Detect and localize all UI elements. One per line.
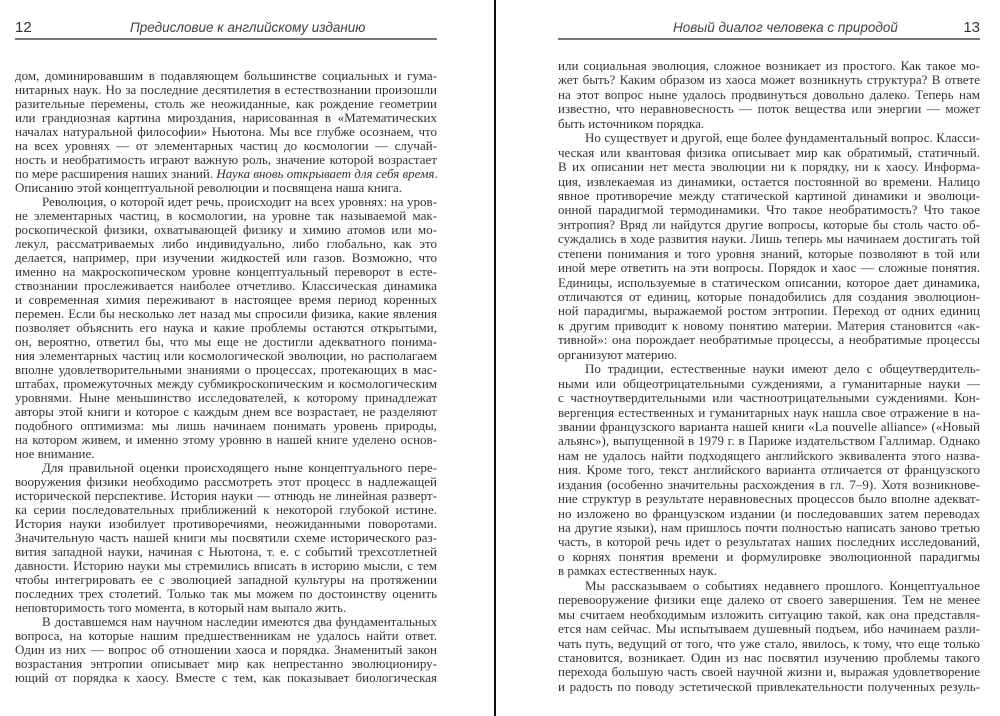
text-line: и современная химия переживают в настоящее время период коренных bbox=[15, 292, 437, 307]
text-line: известно, что неравновесность — поток вещества или энергии — может bbox=[558, 101, 980, 117]
text-line: вития западной науки, начиная с Ньютона, т. е. с событий трехсотлетней bbox=[15, 544, 437, 559]
paragraph bbox=[15, 461, 437, 615]
left-page bbox=[15, 0, 437, 716]
text-line: и радость по поводу эстетической привлекательности полученных резуль- bbox=[558, 678, 980, 694]
text-line: Но существует и другой, еще более фундаментальный вопрос. Класси- bbox=[585, 130, 980, 146]
text-line: роскопической физики, охватывающей физику и химию атомов или мо- bbox=[15, 222, 437, 237]
text-line: в рамках естественных наук. bbox=[558, 563, 717, 579]
paragraph bbox=[15, 615, 437, 685]
text-line: организуют материю. bbox=[558, 346, 678, 362]
right-page bbox=[558, 0, 980, 716]
text-line: ной парадигмы, выражаемой ростом энтропии. Переход от одних единиц bbox=[558, 303, 980, 319]
text-line: ния элементарных частиц или космологической эволюции, но располагаем bbox=[15, 348, 437, 363]
text-line: В доставшемся нам научном наследии имеются два фундаментальных bbox=[42, 614, 437, 629]
text-line: ется нам сейчас. Мы испытываем душевный подъем, ибо начинаем разли- bbox=[558, 621, 980, 637]
text-line: ние структур в результате неравновесных процессов было вполне адекват- bbox=[558, 491, 980, 507]
text-line: с частноутвердительными или частноотрицательными суждениями. Кон- bbox=[558, 390, 980, 406]
text-line: на этот вопрос ныне удалось продвинуться довольно далеко. Теперь нам bbox=[558, 86, 980, 102]
text-line: быть источником порядка. bbox=[558, 115, 705, 131]
text-line: давности. Историю науки мы стремились вписать в историю мысли, с тем bbox=[15, 558, 437, 573]
text-line: на котором живем, и именно этому уровню в нашей книге уделено основ- bbox=[15, 432, 437, 447]
text-line: перевооружение физики еще далеко от своего завершения. Тем не менее bbox=[558, 592, 980, 608]
text-line: вполне удовлетворительными знаниями о процессах, протекающих в мас- bbox=[15, 362, 437, 377]
text-line: ное внимание. bbox=[15, 446, 95, 461]
text-line: штабах, промежуточных между субмикроскопическим и космологическим bbox=[15, 376, 437, 391]
text-line: неповторимость того момента, в который нам выпало жить. bbox=[15, 600, 347, 615]
text-line: Для правильной оценки происходящего ныне концептуального пере- bbox=[42, 460, 437, 475]
page-number: 13 bbox=[963, 19, 980, 36]
text-line: становится, возникает. Один из нас посвятил изучению проблемы такого bbox=[558, 649, 980, 665]
text-line: ция, извлекаемая из динамики, остается постоянной во времени. Налицо bbox=[558, 173, 980, 189]
text-line: степени понимания и того уровня знаний, которые позволяют в той или bbox=[558, 245, 980, 261]
text-line: уровнями. Ныне меньшинство исследователей, к которому принадлежат bbox=[15, 390, 437, 405]
text-line: Единицы, используемые в статическом описании, которое дает динамика, bbox=[558, 274, 980, 290]
text-line: но изложено во французском издании (и последовавших затем переводах bbox=[558, 505, 980, 521]
text-line: вергенция естественных и гуманитарных наук нашла свое отражение в на- bbox=[558, 404, 980, 420]
text-line: нитарных наук. Но за последние десятилетия в естествознании произошли bbox=[15, 82, 437, 97]
running-header bbox=[558, 18, 980, 40]
text-line: разительные перемены, столь же неожиданные, как рождение геометрии bbox=[15, 96, 437, 111]
text-line: или социальная эволюция, сложное возникает из простого. Как такое мо- bbox=[558, 58, 980, 73]
text-line: Описанию этой концептуальной революции и посвящена наша книга. bbox=[15, 180, 403, 195]
text-line: альянс»), выпущенной в 1979 г. в Париже издательством Галлимар. Однако bbox=[558, 433, 980, 449]
text-line: звании французского варианта нашей книги «La nouvelle alliance» («Новый bbox=[558, 418, 980, 434]
paragraph bbox=[558, 131, 980, 362]
text-line: чтобы интегрировать ее с эволюцией западной культуры на протяжении bbox=[15, 572, 437, 587]
paragraph bbox=[558, 59, 980, 131]
page-number: 12 bbox=[15, 19, 32, 36]
text-line: лекул, рассматриваемых либо индивидуально, либо глобально, как это bbox=[15, 236, 437, 251]
text-line: дом, доминировавшим в подавляющем большинстве социальных и гума- bbox=[15, 68, 437, 83]
text-line: вооружения физики необходимо рассмотреть этот процесс в надлежащей bbox=[15, 474, 437, 489]
text-line: иной мере ответить на эти вопросы. Порядок и хаос — сложные понятия. bbox=[558, 260, 980, 276]
text-line: исторической перспективе. История науки — отнюдь не линейная разверт- bbox=[15, 488, 437, 503]
running-header bbox=[15, 18, 437, 40]
text-line: последних трех столетий. Только так мы можем по достоинству оценить bbox=[15, 586, 437, 601]
page-body bbox=[15, 69, 437, 685]
text-line: он, вероятно, ответил бы, что мы еще не достигли адекватного понима- bbox=[15, 334, 437, 349]
text-line: авторы этой книги и которое с каждым днем все возрастает, не разделяют bbox=[15, 404, 437, 419]
paragraph bbox=[15, 195, 437, 461]
text-line: перехода большую часть своей научной жизни и, выражая удовлетворение bbox=[558, 664, 980, 680]
text-line: позволяет объяснить его наука и какие проблемы остаются открытыми, bbox=[15, 320, 437, 335]
text-line: часть, в которой речь идет о результатах наших последних исследований, bbox=[558, 534, 980, 550]
text-line: о корнях понятия времени и формулировке эволюционной парадигмы bbox=[558, 548, 980, 564]
text-line: подобного оптимизма: мы лишь начинаем понимать уровень природы, bbox=[15, 418, 437, 433]
text-line: началах натуральной философии» Ньютона. Мы все глубже осознаем, что bbox=[15, 124, 437, 139]
text-line: Революция, о которой идет речь, происходит на всех уровнях: на уров- bbox=[42, 194, 437, 209]
paragraph bbox=[15, 69, 437, 195]
text-line: мы считаем необходимым изложить ситуацию такой, как она представля- bbox=[558, 606, 980, 622]
page-body bbox=[558, 59, 980, 694]
text-line: на всех уровнях — от элементарных частиц до космологии — случай- bbox=[15, 138, 437, 153]
text-line: Один из них — вопрос об отношении хаоса и порядка. Знаменитый закон bbox=[15, 642, 437, 657]
text-line bbox=[15, 167, 437, 181]
paragraph bbox=[558, 362, 980, 579]
italic-phrase: Наука вновь открывает для себя время bbox=[216, 166, 435, 181]
text-line: отличаются от единиц, которые понадобились для создания эволюцион- bbox=[558, 289, 980, 304]
text-line: перемен. Если бы несколько лет назад мы спросили физика, какие явления bbox=[15, 306, 437, 321]
text-line: на другие языки), нам пришлось почти полностью написать заново третью bbox=[558, 520, 980, 535]
text-line: не элементарных частиц, в космологии, на уровне так называемой мак- bbox=[15, 208, 437, 223]
text-line: Мы рассказываем о событиях недавнего прошлого. Концептуальное bbox=[585, 577, 980, 593]
text-line: По традиции, естественные науки имеют дело с общеутвердитель- bbox=[585, 361, 980, 377]
paragraph bbox=[558, 579, 980, 695]
text-line: суждались в ходе развития науки. Лишь теперь мы начинаем достигать той bbox=[558, 231, 980, 247]
text-line: явное противоречие между статической картиной динамики и эволюци- bbox=[558, 187, 980, 203]
text-line: онной парадигмой термодинамики. Что такое необратимость? Что такое bbox=[558, 202, 980, 218]
text-line: В их описании нет места эволюции ни к порядку, ни к хаосу. Информа- bbox=[558, 159, 980, 175]
text-line: вопроса, на которые нашим предшественникам не удалось найти ответ. bbox=[15, 628, 437, 643]
text-line: ными или общеотрицательными суждениями, а гуманитарные науки — bbox=[558, 375, 980, 391]
text-segment: . bbox=[434, 166, 438, 181]
text-line: возрастания энтропии описывает мир как непрестанно эволюциониру- bbox=[15, 656, 437, 671]
text-line: делается, например, при изучении жидкостей или газов. Возможно, что bbox=[15, 250, 437, 265]
text-line: ка серии последовательных приближений к некоторой глубокой истине. bbox=[15, 502, 437, 517]
text-line: ствознании прослеживается наиболее отчетливо. Классическая динамика bbox=[15, 278, 437, 293]
text-line: жет быть? Каким образом из хаоса может возникнуть структура? В ответе bbox=[558, 72, 980, 88]
text-line: ющий от порядка к хаосу. Вместе с тем, как показывает биологическая bbox=[15, 670, 437, 685]
text-line: ческая или квантовая физика описывает мир как обратимый, статичный. bbox=[558, 144, 980, 160]
text-line: Значительную часть нашей книги мы посвятили схеме исторического раз- bbox=[15, 530, 437, 545]
text-line: к другим приводит к новому понятию материи. Материя становится «ак- bbox=[558, 317, 980, 333]
text-line: ния. Кроме того, текст английского варианта отличается от французского bbox=[558, 462, 980, 478]
text-line: или грандиозная картина мироздания, нарисованная в «Математических bbox=[15, 110, 437, 125]
text-line: издания (особенно значительны расхождения в гл. 7–9). Хотя возникнове- bbox=[558, 476, 980, 492]
text-line: История науки изобилует противоречиями, неожиданными поворотами. bbox=[15, 516, 437, 531]
text-line: нам не удалось найти подходящего английского эквивалента этого назва- bbox=[558, 447, 980, 463]
running-title: Новый диалог человека с природой bbox=[673, 20, 898, 35]
text-line: именно на макроскопическом уровне концептуальный переворот в есте- bbox=[15, 264, 437, 279]
text-line: энтропия? Вряд ли найдутся другие вопросы, которые бы столь часто об- bbox=[558, 216, 980, 232]
running-title: Предисловие к английскому изданию bbox=[130, 20, 366, 35]
text-segment: по мере расширения наших знаний. bbox=[15, 166, 217, 181]
text-line: ность и необратимость играют важную роль, значение которой возрастает bbox=[15, 152, 437, 167]
text-line: тивной»: она порождает необратимые процессы, а необратимые процессы bbox=[558, 332, 980, 348]
page-gutter-divider bbox=[494, 0, 496, 716]
text-line: чать путь, ведущий от того, что уже стало, явилось, к тому, что еще только bbox=[558, 635, 980, 651]
